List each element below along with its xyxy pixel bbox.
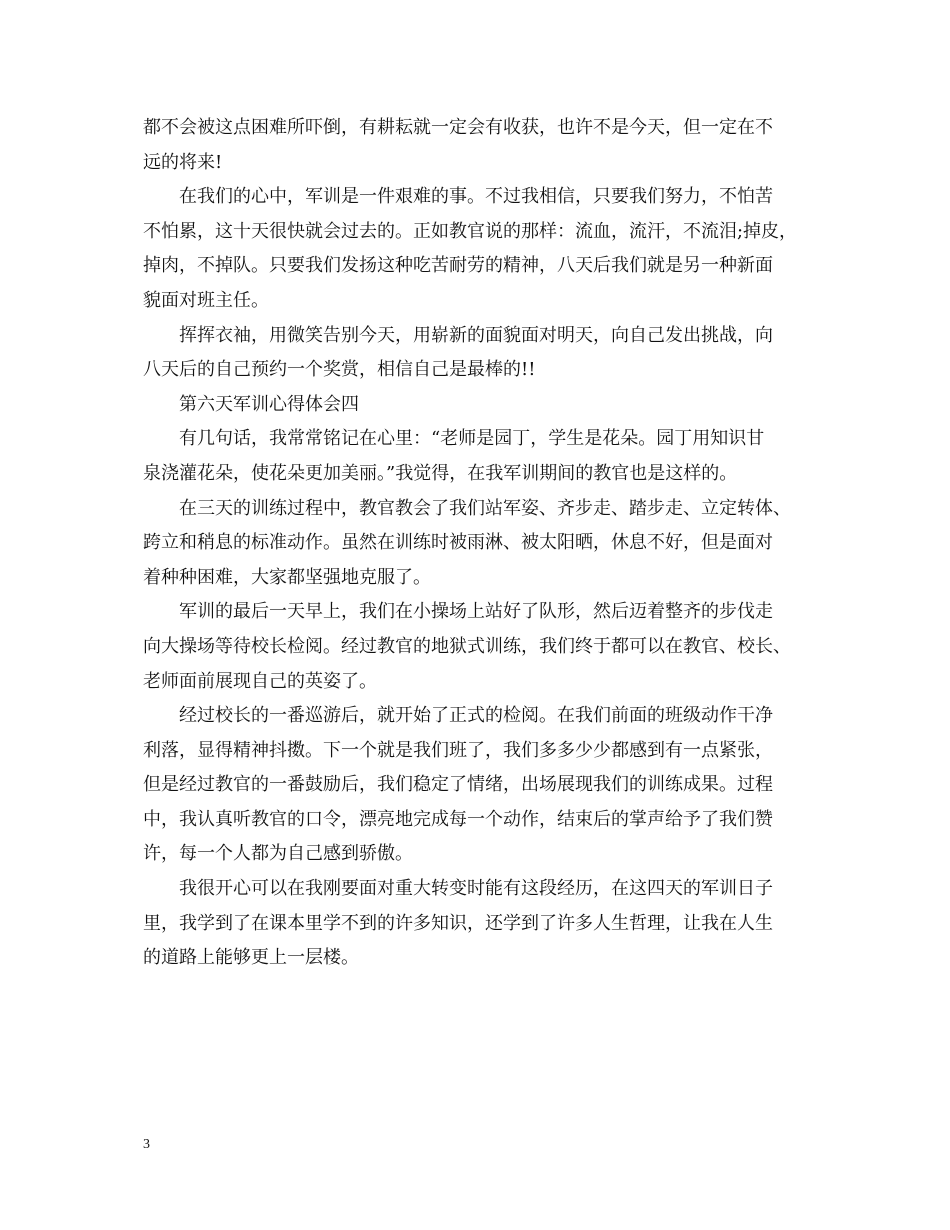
text-line: 在我们的心中，军训是一件艰难的事。不过我相信，只要我们努力，不怕苦: [179, 186, 773, 208]
text-line: 掉肉，不掉队。只要我们发扬这种吃苦耐劳的精神，八天后我们就是另一种新面: [143, 255, 773, 277]
text-line: 有几句话，我常常铭记在心里：“老师是园丁，学生是花朵。园丁用知识甘: [179, 428, 765, 450]
text-line: 中，我认真听教官的口令，漂亮地完成每一个动作，结束后的掌声给予了我们赞: [143, 808, 773, 830]
text-line: 军训的最后一天早上，我们在小操场上站好了队形，然后迈着整齐的步伐走: [179, 601, 773, 623]
document-body: [143, 111, 811, 976]
text-line: 里，我学到了在课本里学不到的许多知识，还学到了许多人生哲理，让我在人生: [143, 912, 773, 934]
section-heading: 第六天军训心得体会四: [179, 393, 359, 415]
text-line: 我很开心可以在我刚要面对重大转变时能有这段经历，在这四天的军训日子: [179, 878, 773, 900]
text-line: 的道路上能够更上一层楼。: [143, 947, 359, 969]
text-line: 许，每一个人都为自己感到骄傲。: [143, 843, 413, 865]
text-line: 经过校长的一番巡游后，就开始了正式的检阅。在我们前面的班级动作干净: [179, 705, 773, 727]
text-line: 老师面前展现自己的英姿了。: [143, 670, 377, 692]
text-line: 八天后的自己预约一个奖赏，相信自己是最棒的!!: [143, 359, 536, 381]
text-line: 貌面对班主任。: [143, 289, 269, 311]
text-line: 着种种困难，大家都坚强地克服了。: [143, 566, 431, 588]
text-line: 挥挥衣袖，用微笑告别今天，用崭新的面貌面对明天，向自己发出挑战，向: [179, 324, 773, 346]
text-line: 在三天的训练过程中，教官教会了我们站军姿、齐步走、踏步走、立定转体、: [179, 497, 791, 519]
text-line: 但是经过教官的一番鼓励后，我们稳定了情绪，出场展现我们的训练成果。过程: [143, 774, 773, 796]
text-line: 向大操场等待校长检阅。经过教官的地狱式训练，我们终于都可以在教官、校长、: [143, 635, 791, 657]
text-line: 远的将来!: [143, 151, 223, 173]
text-line: 泉浇灌花朵，使花朵更加美丽。”我觉得，在我军训期间的教官也是这样的。: [143, 462, 738, 484]
text-line: 不怕累，这十天很快就会过去的。正如教官说的那样：流血，流汗，不流泪;掉皮，: [143, 220, 798, 242]
text-line: 都不会被这点困难所吓倒，有耕耘就一定会有收获，也许不是今天，但一定在不: [143, 117, 773, 138]
text-line: 利落，显得精神抖擞。下一个就是我们班了，我们多多少少都感到有一点紧张，: [143, 739, 773, 761]
page-number: 3: [143, 1137, 150, 1152]
text-line: 跨立和稍息的标准动作。虽然在训练时被雨淋、被太阳晒，休息不好，但是面对: [143, 532, 773, 554]
